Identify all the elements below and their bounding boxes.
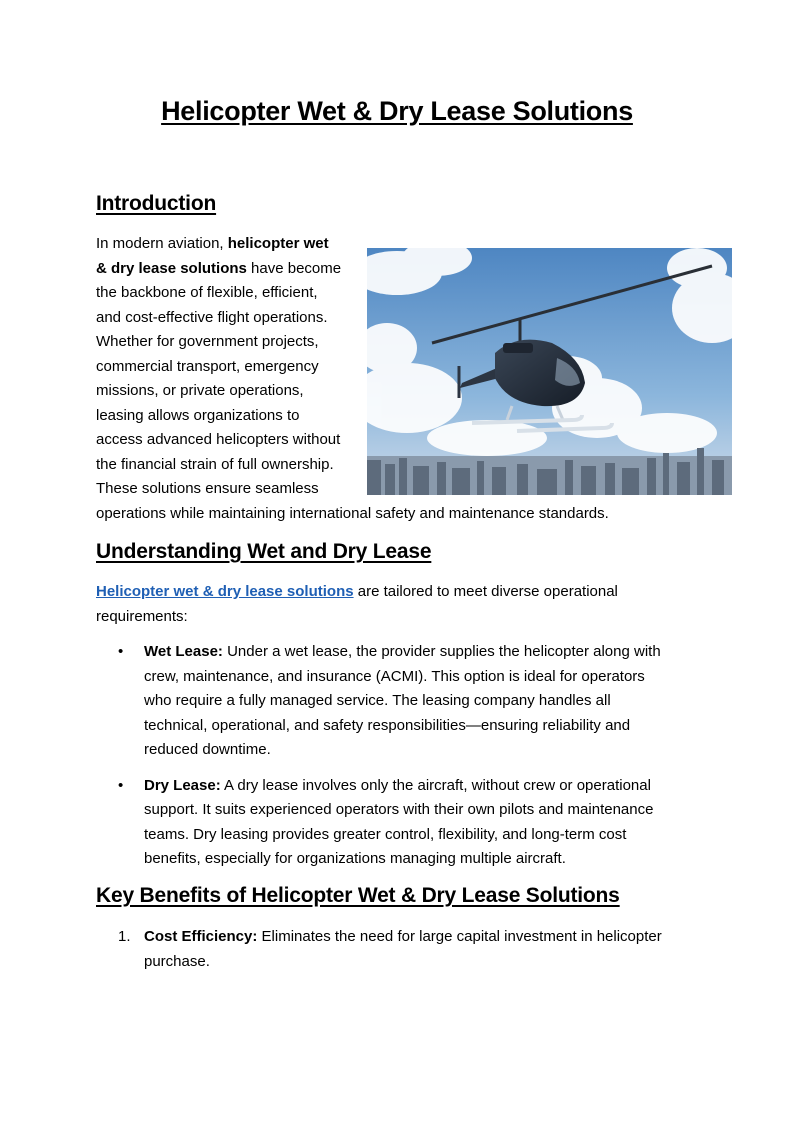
introduction-text: These solutions ensure seamless (96, 480, 319, 497)
introduction-line (96, 379, 656, 404)
list-item (96, 774, 716, 872)
benefit-text: purchase. (144, 952, 210, 970)
understanding-line-1 (96, 580, 716, 605)
benefit-label: Cost Efficiency: (144, 928, 258, 945)
introduction-text: operations while maintaining international safety and maintenance standards. (96, 504, 609, 522)
list-item-text: support. It suits experienced operators with their own pilots and maintenance (144, 801, 654, 818)
introduction-text: commercial transport, emergency (96, 357, 319, 375)
understanding-line-1-text: are tailored to meet diverse operational (353, 583, 618, 600)
introduction-text: Whether for government projects, (96, 333, 319, 350)
list-item-text: A dry lease involves only the aircraft, without crew or operational (220, 776, 651, 794)
introduction-text: have become (246, 259, 342, 277)
list-item-text: technical, operational, and safety responsibilities—ensuring reliability and (144, 716, 631, 734)
list-number: 1. (118, 928, 131, 945)
introduction-line (96, 306, 656, 331)
list-item-line (144, 774, 716, 799)
understanding-paragraph (96, 580, 716, 629)
list-item (96, 640, 716, 763)
introduction-text: and cost-effective flight operations. (96, 308, 328, 326)
introduction-line (96, 477, 656, 502)
introduction-line (96, 404, 656, 429)
benefit-line (144, 925, 716, 950)
introduction-text: missions, or private operations, (96, 382, 304, 399)
list-item-text: reduced downtime. (144, 741, 271, 758)
benefits-list (96, 925, 716, 974)
list-item-line (144, 738, 716, 763)
introduction-line (96, 330, 656, 355)
introduction-line (96, 453, 656, 478)
list-item-line (144, 847, 716, 872)
introduction-paragraph (96, 232, 656, 526)
benefit-line (144, 950, 716, 975)
introduction-line (96, 355, 656, 380)
understanding-line-2: requirements: (96, 607, 188, 625)
introduction-text: leasing allows organizations to (96, 406, 300, 424)
list-item-line (144, 798, 716, 823)
benefit-item (96, 925, 716, 974)
list-item-text: who require a fully managed service. The leasing company handles all (144, 692, 611, 709)
list-item-text: crew, maintenance, and insurance (ACMI). This option is ideal for operators (144, 667, 645, 685)
introduction-line (96, 502, 656, 527)
list-item-label: Wet Lease: (144, 643, 223, 660)
bullet-icon: • (118, 643, 124, 660)
benefits-heading: Key Benefits of Helicopter Wet & Dry Lease Solutions (96, 884, 620, 907)
list-item-text: Under a wet lease, the provider supplies the helicopter along with (222, 643, 661, 660)
list-item-label: Dry Lease: (144, 776, 221, 794)
introduction-text: the backbone of flexible, efficient, (96, 284, 318, 301)
list-item-line (144, 689, 716, 714)
introduction-line (96, 257, 656, 282)
list-item-line (144, 714, 716, 739)
benefit-text: Eliminates the need for large capital investment in helicopter (257, 928, 662, 945)
understanding-heading: Understanding Wet and Dry Lease (96, 540, 432, 563)
introduction-text: the financial strain of full ownership. (96, 455, 334, 473)
list-item-line (144, 823, 716, 848)
list-item-line (144, 665, 716, 690)
introduction-line (96, 428, 656, 453)
introduction-heading: Introduction (96, 192, 217, 215)
introduction-bold-text: & dry lease solutions (96, 259, 247, 277)
list-item-text: teams. Dry leasing provides greater control, flexibility, and long-term cost (144, 825, 627, 843)
introduction-text: access advanced helicopters without (96, 431, 341, 448)
introduction-text: In modern aviation, (96, 235, 228, 252)
lease-type-list (96, 640, 716, 883)
lease-solutions-link[interactable]: Helicopter wet & dry lease solutions (96, 583, 354, 600)
list-item-line (144, 640, 716, 665)
introduction-line (96, 232, 656, 257)
introduction-line (96, 281, 656, 306)
list-item-text: benefits, especially for organizations managing multiple aircraft. (144, 850, 566, 867)
document-title: Helicopter Wet & Dry Lease Solutions (161, 96, 633, 126)
bullet-icon: • (118, 776, 124, 794)
introduction-bold-text: helicopter wet (227, 235, 329, 252)
